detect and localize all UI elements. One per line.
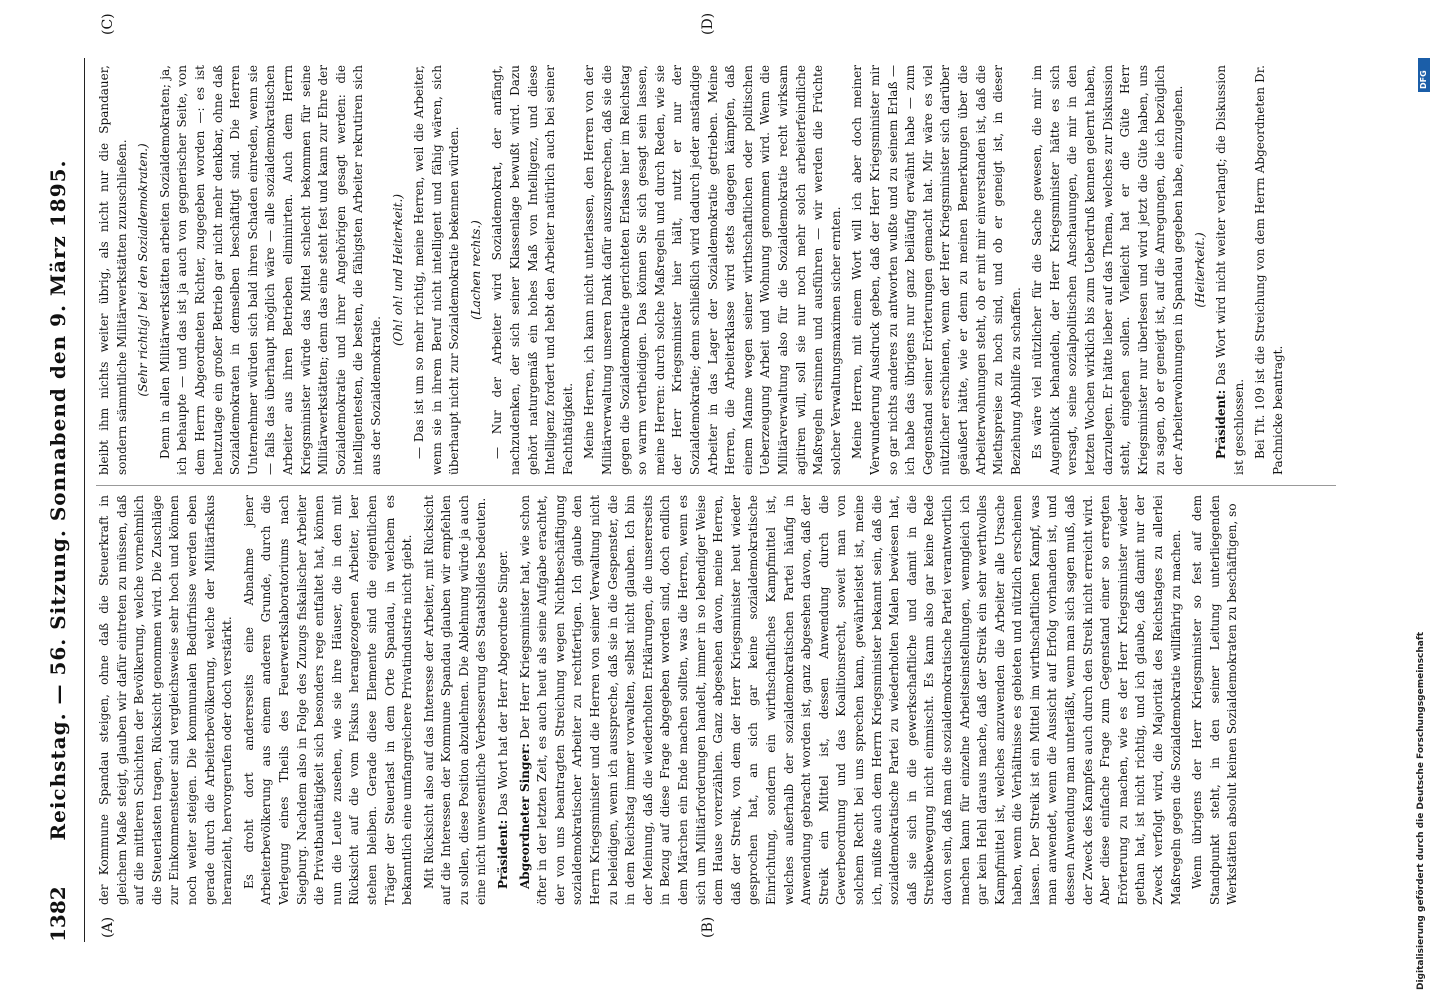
speech-text: Das Wort wird nicht weiter verlangt; die Diskussion ist geschlossen. xyxy=(1214,65,1246,475)
dfg-logo-text: DFG xyxy=(1419,70,1428,89)
paragraph: Bei Tit. 109 ist die Streichung von dem Herrn Abgeordneten Dr. Pachnicke beantragt. xyxy=(1253,65,1285,475)
page-number: 1382 xyxy=(46,886,70,942)
speech-text: Der Herr Kriegsminister hat, wie schon öfter in der letzten Zeit, es auch heut als seine Aufgabe erachtet, der von uns beantragten Streichung wegen Nichtbeschäftigung sozialdemokratischer Arbeiter zu rechtfertigen. Ich glaube den Herrn Kriegsminister und die Herren von seiner Verwaltung nicht zu beleidigen, wenn ich ausspreche, daß sie in die Gespenster, die in dem Reichstag immer vorwalten, selbst nicht glauben. Ich bin der Meinung, daß die wiederholten Erklärungen, die unsererseits in Bezug auf diese Frage abgegeben worden sind, doch endlich dem Märchen ein Ende machen sollten, was die Herren, wenn es sich um Militärforderungen handelt, immer in so lebendiger Weise dem Hause vorerzählen. Ganz abgesehen davon, meine Herren, daß der Streik, von dem der Herr Kriegsminister heut wieder gesprochen hat, an sich gar keine sozialdemokratische Einrichtung, sondern ein wirthschaftliches Kampfmittel ist, welches außerhalb der sozialdemokratischen Partei häufig in Anwendung gebracht worden ist, ganz abgesehen davon, daß der Streik ein Mittel ist, dessen Anwendung durch die Gewerbeordnung und das Koalitionsrecht, soweit man von solchem Recht bei uns sprechen kann, gewährleistet ist, meine ich, müßte auch dem Herrn Kriegsminister bekannt sein, daß die sozialdemokratische Partei zu wiederholten Malen bewiesen hat, daß sie sich in die gewerkschaftliche und damit in die Streikbewegung nicht einmischt. Es kann also gar keine Rede davon sein, daß man die sozialdemokratische Partei verantwortlich machen kann für einzelne Arbeitseinstellungen, wenngleich ich gar kein Hehl daraus mache, daß der Streik ein sehr werthvolles Kampfmittel ist, welches anzuwenden die Arbeiter alle Ursache haben, wenn die Verhältnisse es gebieten und nützlich erscheinen lassen. Der Streik ist ein Mittel im wirthschaftlichen Kampf, was man anwendet, wenn die Aussicht auf Erfolg vorhanden ist, und dessen Anwendung man unterläßt, wenn man sich sagen muß, daß der Zweck des Kampfes auch durch den Streik nicht erreicht wird. Aber diese einfache Frage zum Gegenstand einer so erregten Erörterung zu machen, wie es der Herr Kriegsminister wieder gethan hat, ist nicht richtig, und ich glaube, daß damit nur der Zweck verfolgt wird, die Majorität des Reichstages zu allerlei Maßregeln gegen die Sozialdemokratie willfährig zu machen. xyxy=(517,495,1183,905)
speaker-paragraph xyxy=(1213,65,1248,475)
paragraph: bleibt ihm nichts weiter übrig, als nicht nur die Spandauer, sondern sämmtliche Militärwerkstätten zuzuschließen. xyxy=(97,65,129,475)
paragraph: Es wäre viel nützlicher für die Sache gewesen, die mir im Augenblick behandeln, der Herr Kriegsminister hätte es sich versagt, seine sozialpolitischen Anschauungen, die mir in den letzten Wochen wirklich bis zum Ueberdruß kennen gelernt haben, darzulegen. Er hätte lieber auf das Thema, welches zur Diskussion steht, eingehen sollen. Vielleicht hat er die Güte Herr Kriegsminister nur überlesen und wird jetzt die Güte haben, uns zu sagen, ob er geneigt ist, auf die Anregungen, die ich bezüglich der Arbeiterwohnungen in Spandau gegeben habe, einzugehen. xyxy=(1030,65,1186,475)
paragraph: — Nur der Arbeiter wird Sozialdemokrat, der anfängt, nachzudenken, der sich seiner Klassenlage bewußt wird. Dazu gehört naturgemäß ein hohes Maß von Intelligenz, und diese Intelligenz fordert und hebt den Arbeiter natürlich auch bei seiner Fachthätigkeit. xyxy=(490,65,575,475)
stage-direction: (Lachen rechts.) xyxy=(468,220,483,320)
margin-marker-b: (B) xyxy=(700,916,716,938)
speaker-paragraph xyxy=(517,495,1186,905)
dfg-logo xyxy=(1418,58,1430,92)
stage-direction: (Oh! oh! und Heiterkeit.) xyxy=(390,193,405,347)
paragraph: — Das ist um so mehr richtig, meine Herren, weil die Arbeiter, wenn sie in ihrem Beruf nicht intelligent und fähig wären, sich überhaupt nicht zur Sozialdemokratie bekennen würden. xyxy=(412,65,462,475)
paragraph: Wenn übrigens der Herr Kriegsminister so fest auf dem Standpunkt steht, in den seiner Leitung unterliegenden Werkstätten absolut keinen Sozialdemokraten zu beschäftigen, so xyxy=(1190,495,1240,905)
speaker-name: Präsident: xyxy=(1214,389,1229,459)
speaker-name: Präsident: xyxy=(496,819,511,889)
stage-direction: (Sehr richtig! bei den Sozialdemokraten.) xyxy=(136,143,151,397)
speaker-paragraph xyxy=(495,495,513,905)
paragraph: Es droht dort andererseits eine Abnahme jener Arbeiterbevölkerung aus einem anderen Grunde, durch die Verlegung eines Theils des Feuerwerkslaboratoriums nach Siegburg. Nachdem also in Folge des Zuzugs fiskalischer Arbeiter die Privatbauthätigkeit sich besonders rege entfaltet hat, können nun die Leute zusehen, wie sie ihre Häuser, die in den mit Rücksicht auf die vom Fiskus herangezogenen Arbeiter, leer stehen bleiben. Gerade diese Elemente sind die eigentlichen Träger der Steuerlast in dem Orte Spandau, in welchem es bekanntlich eine umfangreichere Privatindustrie nicht giebt. xyxy=(241,495,415,905)
speech-text: Das Wort hat der Herr Abgeordnete Singer. xyxy=(496,550,511,816)
text-column-right xyxy=(96,65,1336,475)
digitization-credit: Digitalisierung gefördert durch die Deutsche Forschungsgemeinschaft xyxy=(1416,631,1426,990)
paragraph: Meine Herren, ich kann nicht unterlassen, den Herren von der Militärverwaltung unseren Dank dafür auszusprechen, daß sie die gegen die Sozialdemokratie gerichteten Erlasse hier im Reichstag so warm vertheidigen. Das können Sie sich gesagt sein lassen, meine Herren: durch solche Maßregeln und durch Reden, wie sie der Herr Kriegsminister hier hält, nutzt er nur der Sozialdemokratie; denn schließlich wird dadurch jeder anständige Arbeiter in das Lager der Sozialdemokratie getrieben. Meine Herren, die Arbeiterklasse wird stets dagegen kämpfen, daß einem Manne wegen seiner wirthschaftlichen oder politischen Ueberzeugung Arbeit und Wohnung genommen wird. Wenn die Militärverwaltung also für die Sozialdemokratie recht wirksam agitiren will, soll sie nur noch mehr solch arbeiterfeindliche Maßregeln ersinnen und ausführen — wir werden die Früchte solcher Verwaltungsmaximen sicher ernten. xyxy=(582,65,843,475)
text-column-left xyxy=(96,495,1336,905)
paragraph: Mit Rücksicht also auf das Interesse der Arbeiter, mit Rücksicht auf die Interessen der Kommune Spandau glauben wir empfehlen zu sollen, diese Position abzulehnen. Die Ablehnung würde ja auch eine nicht unwesentliche Verbesserung des Staatsbildes bedeuten. xyxy=(421,495,489,905)
margin-marker-d: (D) xyxy=(700,12,716,35)
paragraph: der Kommune Spandau steigen, ohne daß die Steuerkraft in gleichem Maße steigt, glauben wir dafür eintreten zu müssen, daß auf die mittleren Schichten der Bevölkerung, welche vornehmlich die Steuerlasten tragen, Rücksicht genommen wird. Die Zuschläge zur Einkommensteuer sind vergleichsweise sehr hoch und können noch weiter steigen. Die kommunalen Bedürfnisse werden eben gerade durch die Arbeiterbevölkerung, welche der Militärfiskus heranzieht, hervorgerufen oder doch verstärkt. xyxy=(97,495,235,905)
page-header xyxy=(38,58,78,942)
margin-marker-c: (C) xyxy=(100,13,116,35)
page-running-title: Reichstag. — 56. Sitzung. Sonnabend den 9. März 1895. xyxy=(46,159,70,841)
margin-marker-a: (A) xyxy=(100,916,116,938)
column-divider xyxy=(96,485,1336,486)
stage-direction: (Heiterkeit.) xyxy=(1192,232,1207,308)
speaker-name: Abgeordneter Singer: xyxy=(517,743,532,889)
header-rule xyxy=(84,58,85,942)
paragraph: Denn in allen Militärwerkstätten arbeiten Sozialdemokraten; ja, ich behaupte — und das ist ja auch von gegnerischer Seite, von dem Herrn Abgeordneten Richter, zugegeben worden —: es ist heutzutage ein großer Betrieb gar nicht mehr denkbar, ohne daß Sozialdemokraten in demselben beschäftigt sind. Die Herren Unternehmer würden sich bald ihren Schaden einreden, wenn sie — falls das überhaupt möglich wäre — alle sozialdemokratischen Arbeiter aus ihren Betrieben eliminirten. Auch dem Herrn Kriegsminister würde das Mittel schlecht bekommen für seine Militärwerkstätten; denn das eine steht fest und kann zur Ehre der Sozialdemokratie und ihrer Angehörigen gesagt werden: die intelligentesten, die besten, die fähigsten Arbeiter rekrutiren sich aus der Sozialdemokratie. xyxy=(157,65,383,475)
paragraph: Meine Herren, mit einem Wort will ich aber doch meiner Verwunderung Ausdruck geben, daß der Herr Kriegsminister mir so gar nichts anderes zu antworten wußte und zu seinem Erlaß — ich habe das übrigens nur ganz beiläufig erwähnt habe — zum Gegenstand seiner Erörterungen gemacht hat. Mir wäre es viel nützlicher erschienen, wenn der Herr Kriegsminister sich darüber geäußert hätte, wie er denn zu meinen Bemerkungen über die Arbeiterwohnungen steht, ob er mit mir einverstanden ist, daß die Miethspreise zu hoch sind, und ob er geneigt ist, in dieser Beziehung Abhilfe zu schaffen. xyxy=(850,65,1023,475)
